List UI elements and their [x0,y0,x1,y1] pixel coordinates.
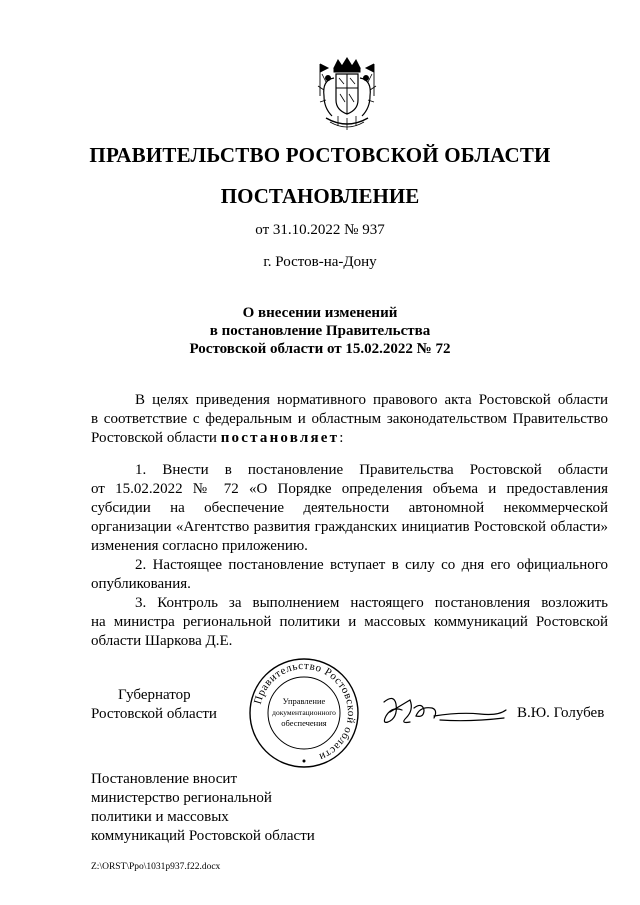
subject-line: О внесении изменений [242,305,398,321]
preamble-line: В целях приведения нормативного правового акта Ростовской области [135,392,608,408]
preamble-line: в соответствие с федеральным и областным законодательством Правительство [91,411,608,427]
document-subject [0,304,640,358]
signatory-name: В.Ю. Голубев [517,705,605,721]
item-1-line: от 15.02.2022 № 72 «О Порядке определения объема и предоставления [91,481,608,497]
item-2-line: 2. Настоящее постановление вступает в силу со дня его официального [135,557,608,573]
decree-items [91,461,608,651]
document-date-number: от 31.10.2022 № 937 [255,222,385,238]
item-1-line: организации «Агентство развития гражданских инициатив Ростовской области» [91,519,608,535]
item-1-line: субсидии на обеспечение деятельности автономной некоммерческой [91,500,608,516]
signatory-title [91,686,217,724]
subject-line: Ростовской области от 15.02.2022 № 72 [189,341,451,357]
rostov-coat-of-arms-icon [312,56,382,134]
government-name: ПРАВИТЕЛЬСТВО РОСТОВСКОЙ ОБЛАСТИ [89,143,551,167]
file-path: Z:\ORST\Ppo\1031p937.f22.docx [91,862,221,872]
stamp-inner-text: обеспечения [281,718,327,728]
decree-word: постановляет [220,430,340,446]
stamp-inner-text: Управление [282,696,326,706]
item-3-line: области Шаркова Д.Е. [91,633,233,649]
signatory-title-line: Ростовской области [91,706,217,722]
subject-line: в постановление Правительства [209,323,431,339]
item-3-line: 3. Контроль за выполнением настоящего постановления возложить [135,595,608,611]
preamble-paragraph [91,391,608,448]
submitted-by-line: коммуникаций Ростовской области [91,828,315,844]
item-1-line: 1. Внести в постановление Правительства Ростовской области [135,462,608,478]
preamble-line-end: : [339,430,344,446]
submitted-by-line: Постановление вносит [91,771,238,787]
preamble-line [91,429,608,448]
document-type: ПОСТАНОВЛЕНИЕ [220,184,420,208]
signatory-title-line: Губернатор [118,687,191,703]
item-3-line: на министра региональной политики и массовых коммуникаций Ростовской [91,614,608,630]
stamp-outer-text: Правительство Ростовской области [251,659,358,764]
document-city: г. Ростов-на-Дону [263,254,377,270]
official-stamp [248,657,360,769]
handwritten-signature [380,692,510,732]
item-2-line: опубликования. [91,576,191,592]
submitted-by-line: министерство региональной [91,790,272,806]
preamble-line-text: Ростовской области [91,430,221,446]
item-1-line: изменения согласно приложению. [91,538,308,554]
stamp-inner-text: документационного [272,708,336,717]
submitted-by-line: политики и массовых [91,809,229,825]
submitted-by [91,770,315,846]
